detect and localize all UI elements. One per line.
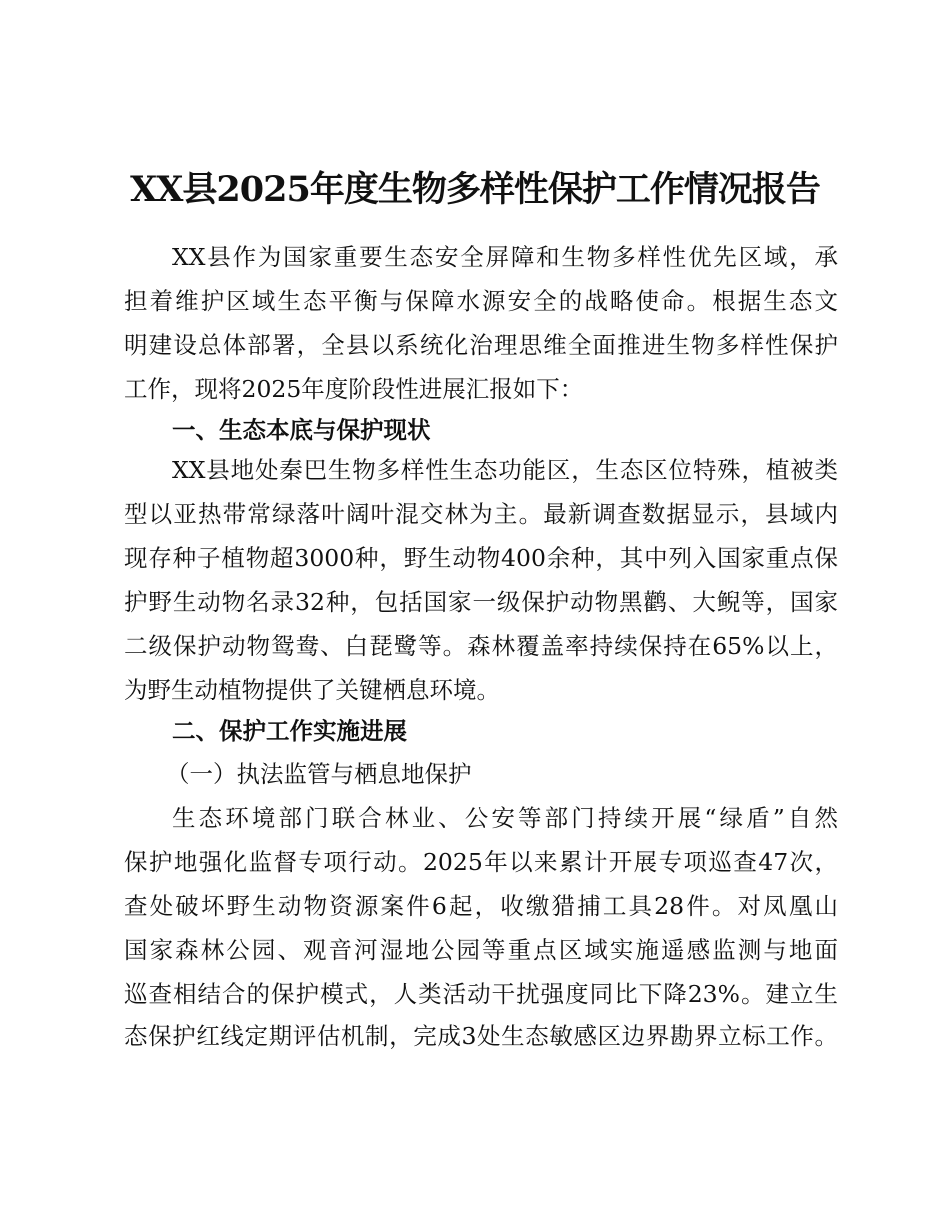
paragraph-line: 查处破坏野生动物资源案件6起，收缴猎捕工具28件。对凤凰山 <box>124 892 838 920</box>
section-heading-1: 一、生态本底与保护现状 <box>172 416 431 444</box>
paragraph-line: 为野生动植物提供了关键栖息环境。 <box>124 676 500 704</box>
document-title: XX县2025年度生物多样性保护工作情况报告 <box>130 169 820 210</box>
section-heading-2: 二、保护工作实施进展 <box>172 717 407 745</box>
paragraph-line: 生态环境部门联合林业、公安等部门持续开展“绿盾”自然 <box>172 804 838 832</box>
paragraph-line: 护野生动物名录32种，包括国家一级保护动物黑鹳、大鲵等，国家 <box>124 588 838 616</box>
subsection-heading: （一）执法监管与栖息地保护 <box>166 760 472 788</box>
paragraph-line: 巡查相结合的保护模式，人类活动干扰强度同比下降23%。建立生 <box>124 980 838 1008</box>
paragraph-line: 明建设总体部署，全县以系统化治理思维全面推进生物多样性保护 <box>124 331 838 359</box>
paragraph-line: 工作，现将2025年度阶段性进展汇报如下： <box>124 375 584 403</box>
paragraph-line: XX县作为国家重要生态安全屏障和生物多样性优先区域，承 <box>172 243 838 271</box>
paragraph-line: 保护地强化监督专项行动。2025年以来累计开展专项巡查47次， <box>124 848 838 876</box>
paragraph-line: 态保护红线定期评估机制，完成3处生态敏感区边界勘界立标工作。 <box>124 1022 838 1050</box>
paragraph-line: 二级保护动物鸳鸯、白琵鹭等。森林覆盖率持续保持在65%以上， <box>124 632 838 660</box>
paragraph-line: 担着维护区域生态平衡与保障水源安全的战略使命。根据生态文 <box>124 287 838 315</box>
paragraph-line: 型以亚热带常绿落叶阔叶混交林为主。最新调查数据显示，县域内 <box>124 500 838 528</box>
paragraph-line: 现存种子植物超3000种，野生动物400余种，其中列入国家重点保 <box>124 544 838 572</box>
paragraph-line: 国家森林公园、观音河湿地公园等重点区域实施遥感监测与地面 <box>124 936 838 964</box>
paragraph-line: XX县地处秦巴生物多样性生态功能区，生态区位特殊，植被类 <box>172 456 838 484</box>
